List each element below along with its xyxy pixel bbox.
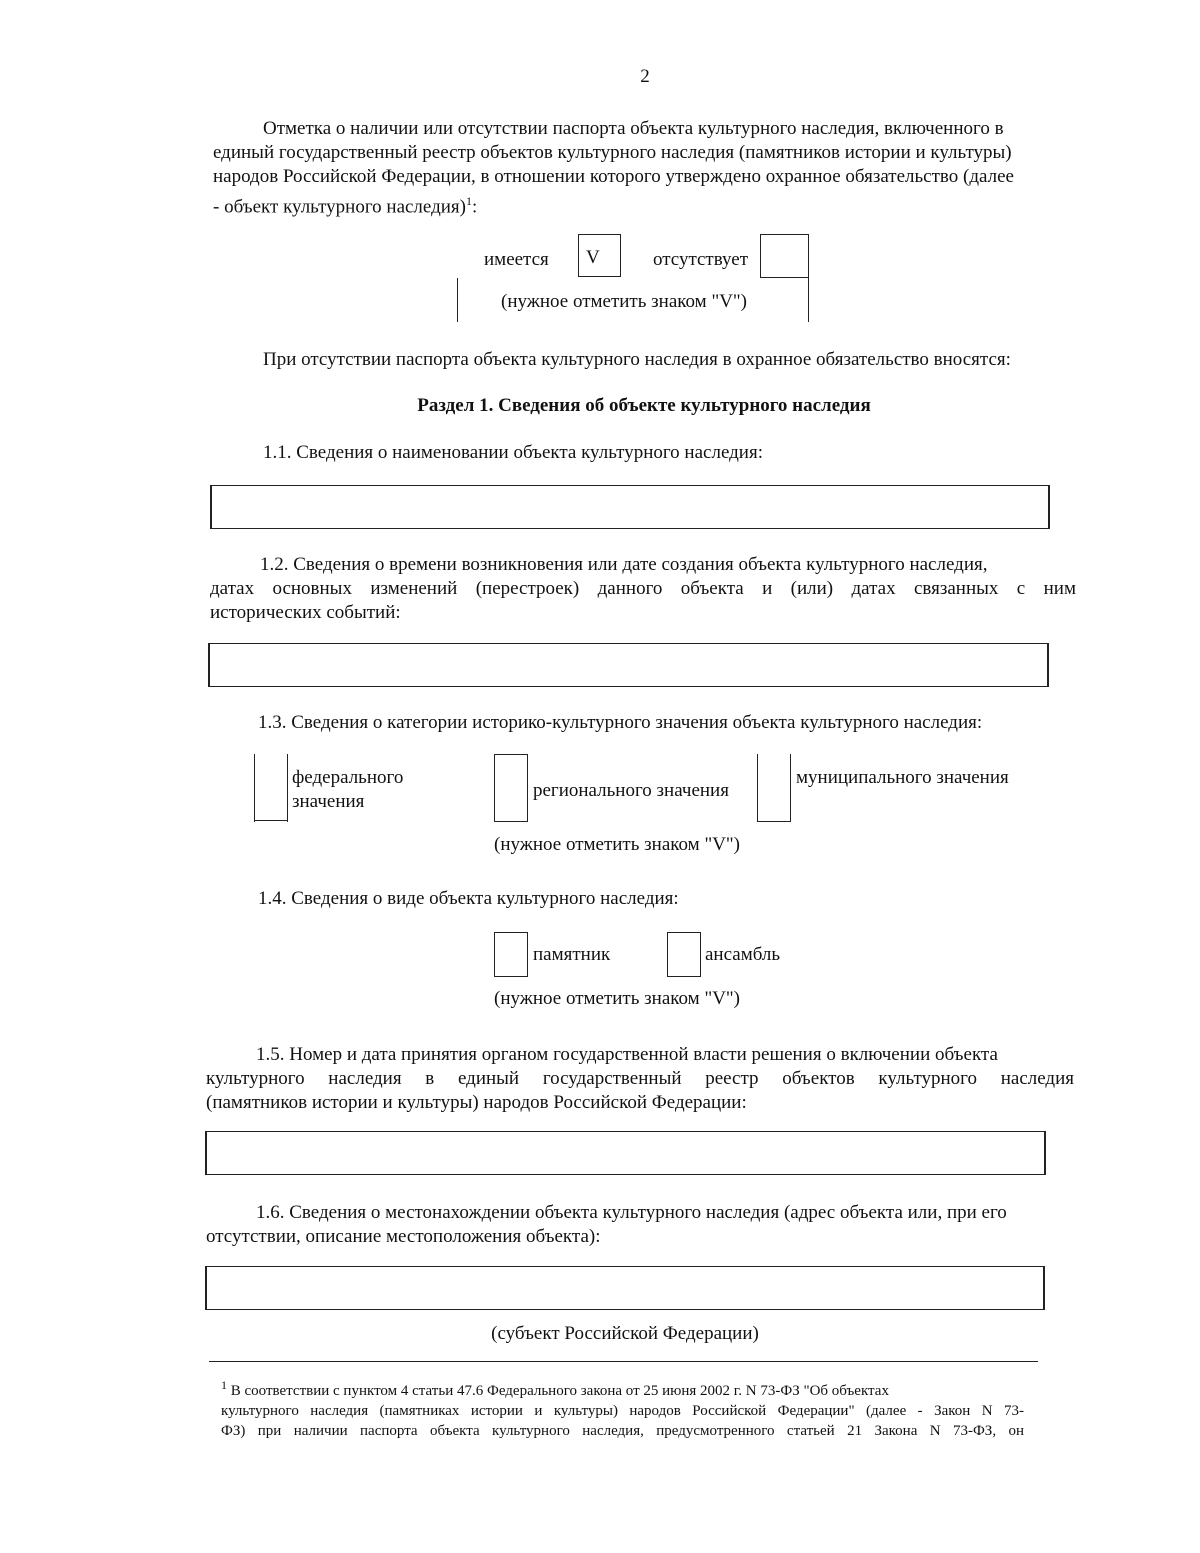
item-1-6-caption: (субъект Российской Федерации) bbox=[491, 1323, 759, 1344]
item-1-6-field[interactable] bbox=[205, 1266, 1045, 1310]
regional-label: регионального значения bbox=[533, 780, 729, 801]
intro-line-2: единый государственный реестр объектов культурного наследия (памятников истории и культуры) bbox=[213, 142, 1012, 163]
federal-label-line-2: значения bbox=[292, 791, 365, 812]
footnote bbox=[221, 1375, 1024, 1441]
footnote-mark: 1 bbox=[221, 1378, 227, 1392]
intro-line-1: Отметка о наличии или отсутствии паспорта объекта культурного наследия, включенного в bbox=[263, 118, 1004, 139]
regional-checkbox[interactable] bbox=[494, 754, 528, 822]
item-1-5-field[interactable] bbox=[205, 1131, 1046, 1175]
footnote-line-3: ФЗ) при наличии паспорта объекта культурного наследия, предусмотренного статьей 21 Закона N 73-ФЗ, он bbox=[221, 1423, 1024, 1439]
municipal-checkbox[interactable] bbox=[757, 754, 791, 822]
passport-absent-label: отсутствует bbox=[653, 249, 749, 270]
page-number: 2 bbox=[640, 66, 650, 87]
footnote-ref: 1 bbox=[466, 194, 473, 208]
footnote-line-1: $^1$ В соответствии с пунктом 4 статьи 47.6 Федерального закона от 25 июня 2002 г. N 73-ФЗ "Об объектах bbox=[221, 1378, 889, 1399]
item-1-6-line-1: 1.6. Сведения о местонахождении объекта культурного наследия (адрес объекта или, при его bbox=[256, 1202, 1007, 1223]
section-1-title: Раздел 1. Сведения об объекте культурного наследия bbox=[417, 395, 871, 416]
intro-line-3: народов Российской Федерации, в отношении которого утверждено охранное обязательство (далее bbox=[213, 166, 1014, 187]
passport-has-mark: V bbox=[586, 247, 600, 268]
item-1-4-hint: (нужное отметить знаком "V") bbox=[494, 988, 740, 1009]
item-1-5-line-2: культурного наследия в единый государственный реестр объектов культурного наследия bbox=[206, 1068, 1074, 1089]
item-1-2-field[interactable] bbox=[208, 643, 1049, 687]
item-1-5-line-3: (памятников истории и культуры) народов Российской Федерации: bbox=[206, 1092, 747, 1113]
absence-note: При отсутствии паспорта объекта культурного наследия в охранное обязательство вносятся: bbox=[263, 349, 1011, 370]
passport-bracket-right bbox=[808, 278, 809, 322]
federal-checkbox[interactable] bbox=[254, 754, 288, 822]
item-1-5-paragraph bbox=[206, 1043, 1074, 1115]
ensemble-checkbox[interactable] bbox=[667, 932, 701, 977]
item-1-2-line-1: 1.2. Сведения о времени возникновения или дате создания объекта культурного наследия, bbox=[260, 554, 988, 575]
item-1-4-label: 1.4. Сведения о виде объекта культурного наследия: bbox=[258, 888, 679, 909]
item-1-5-line-1: 1.5. Номер и дата принятия органом государственной власти решения о включении объекта bbox=[256, 1044, 998, 1065]
passport-has-label: имеется bbox=[484, 249, 549, 270]
item-1-2-paragraph bbox=[210, 553, 1076, 625]
passport-bracket-left bbox=[457, 278, 458, 322]
passport-absent-checkbox[interactable] bbox=[760, 234, 809, 278]
intro-line-4: - объект культурного наследия)$^1$: bbox=[213, 194, 478, 218]
federal-label-line-1: федерального bbox=[292, 767, 404, 788]
item-1-6-line-2: отсутствии, описание местоположения объекта): bbox=[206, 1226, 601, 1247]
monument-checkbox[interactable] bbox=[494, 932, 528, 977]
item-1-2-line-2: датах основных изменений (перестроек) данного объекта и (или) датах связанных с ним bbox=[210, 578, 1076, 599]
monument-label: памятник bbox=[533, 944, 611, 965]
item-1-2-line-3: исторических событий: bbox=[210, 602, 401, 623]
item-1-3-label: 1.3. Сведения о категории историко-культурного значения объекта культурного наследия: bbox=[258, 712, 983, 733]
item-1-3-hint: (нужное отметить знаком "V") bbox=[494, 834, 740, 855]
passport-has-checkbox[interactable] bbox=[578, 234, 621, 277]
ensemble-label: ансамбль bbox=[705, 944, 781, 965]
intro-paragraph bbox=[213, 117, 1079, 219]
item-1-6-paragraph bbox=[206, 1201, 1074, 1249]
federal-checkbox-bottom bbox=[254, 820, 288, 821]
passport-hint: (нужное отметить знаком "V") bbox=[501, 291, 747, 312]
footnote-separator bbox=[209, 1361, 1038, 1362]
municipal-label: муниципального значения bbox=[796, 767, 1009, 788]
footnote-line-2: культурного наследия (памятниках истории и культуры) народов Российской Федерации" (далее - Закон N 73- bbox=[221, 1403, 1024, 1419]
item-1-1-field[interactable] bbox=[210, 485, 1050, 529]
item-1-1-label: 1.1. Сведения о наименовании объекта культурного наследия: bbox=[263, 442, 763, 463]
